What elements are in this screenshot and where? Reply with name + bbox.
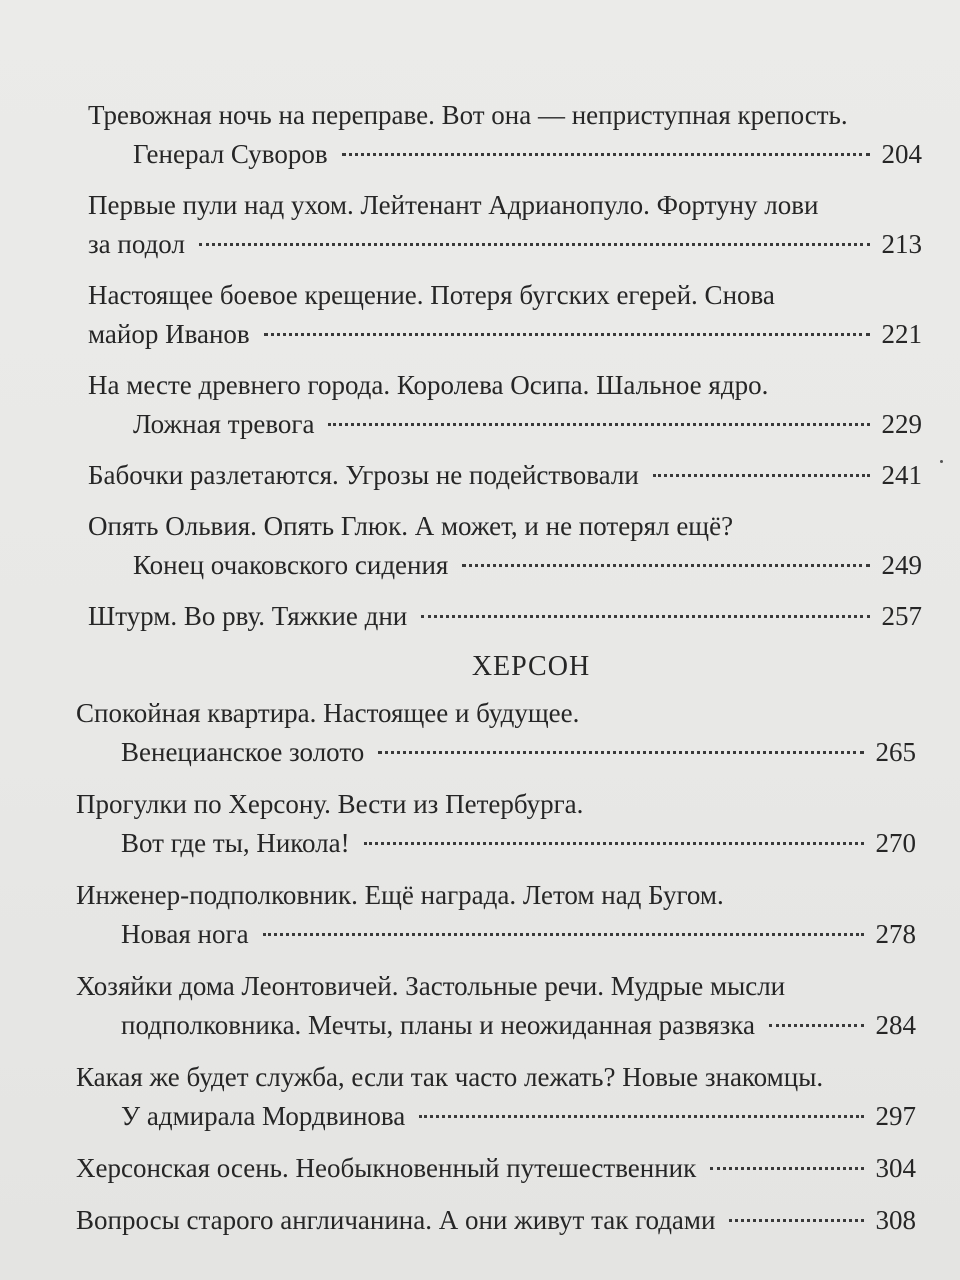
entry-title-line: Какая же будет служба, если так часто лежать? Новые знакомцы. <box>76 1062 824 1092</box>
entry-title-cont <box>76 733 916 772</box>
entry-title-end: за подол <box>88 229 185 259</box>
page-number: 229 <box>881 409 922 439</box>
dot-leader <box>421 615 869 618</box>
toc-entry[interactable] <box>76 1201 916 1240</box>
dot-leader <box>769 1024 864 1027</box>
page-number: 297 <box>875 1101 916 1131</box>
entry-title-cont <box>88 135 922 174</box>
toc-entry[interactable] <box>76 694 916 772</box>
entry-title-line <box>76 1201 916 1240</box>
dot-leader <box>378 751 863 754</box>
page-number: 213 <box>881 229 922 259</box>
toc-entry[interactable] <box>76 785 916 863</box>
entry-title-cont <box>76 1097 916 1136</box>
paper-speck <box>940 460 943 463</box>
entry-title-line: Инженер-подполковник. Ещё награда. Летом над Бугом. <box>76 880 724 910</box>
entry-title-end: Конец очаковского сидения <box>133 550 449 580</box>
toc-entry[interactable] <box>88 96 922 174</box>
entry-title-end: Венецианское золото <box>121 737 365 767</box>
entry-title-line: Тревожная ночь на переправе. Вот она — неприступная крепость. <box>88 100 848 130</box>
dot-leader <box>328 423 869 426</box>
toc-entry[interactable] <box>76 876 916 954</box>
toc-section-kherson <box>76 648 916 1253</box>
entry-title-line <box>88 597 922 636</box>
dot-leader <box>342 153 870 156</box>
entry-title-end: Вот где ты, Никола! <box>121 828 350 858</box>
dot-leader <box>462 564 869 567</box>
toc-entry[interactable] <box>76 1058 916 1136</box>
entry-title-end: Генерал Суворов <box>133 139 328 169</box>
toc-entry[interactable] <box>88 366 922 444</box>
dot-leader <box>263 933 864 936</box>
entry-title-line: Опять Ольвия. Опять Глюк. А может, и не потерял ещё? <box>88 511 734 541</box>
entry-title: Бабочки разлетаются. Угрозы не подействовали <box>88 460 639 490</box>
toc-entry[interactable] <box>88 597 922 636</box>
page-number: 278 <box>875 919 916 949</box>
entry-title-end: У адмирала Мордвинова <box>121 1101 406 1131</box>
entry-title-line: Первые пули над ухом. Лейтенант Адрианопуло. Фортуну лови <box>88 190 819 220</box>
dot-leader <box>419 1115 863 1118</box>
toc-section-previous <box>88 96 922 648</box>
toc-entry[interactable] <box>88 456 922 495</box>
toc-entry[interactable] <box>88 507 922 585</box>
entry-title-end: Новая нога <box>121 919 249 949</box>
entry-title-line: Спокойная квартира. Настоящее и будущее. <box>76 698 580 728</box>
toc-entry[interactable] <box>76 967 916 1045</box>
dot-leader <box>729 1219 863 1222</box>
entry-title-line <box>88 456 922 495</box>
entry-title-end: майор Иванов <box>88 319 250 349</box>
page-number: 308 <box>875 1205 916 1235</box>
dot-leader <box>199 243 870 246</box>
dot-leader <box>710 1167 863 1170</box>
page-number: 241 <box>881 460 922 490</box>
entry-title-end: подполковника. Мечты, планы и неожиданная развязка <box>121 1010 755 1040</box>
dot-leader <box>653 474 870 477</box>
entry-title-line: Хозяйки дома Леонтовичей. Застольные речи. Мудрые мысли <box>76 971 786 1001</box>
entry-title-cont <box>88 315 922 354</box>
dot-leader <box>264 333 870 336</box>
entry-title-cont <box>88 405 922 444</box>
page-number: 249 <box>881 550 922 580</box>
entry-title-end: Ложная тревога <box>133 409 315 439</box>
entry-title-cont <box>76 824 916 863</box>
entry-title-line <box>76 1149 916 1188</box>
entry-title-cont <box>76 1006 916 1045</box>
dot-leader <box>364 842 864 845</box>
section-heading: ХЕРСОН <box>471 651 591 682</box>
page-number: 284 <box>875 1010 916 1040</box>
entry-title-line: На месте древнего города. Королева Осипа. Шальное ядро. <box>88 370 769 400</box>
page-number: 257 <box>881 601 922 631</box>
toc-entry[interactable] <box>88 276 922 354</box>
toc-entry[interactable] <box>88 186 922 264</box>
page-number: 265 <box>875 737 916 767</box>
page-number: 221 <box>881 319 922 349</box>
entry-title-cont <box>88 546 922 585</box>
entry-title: Херсонская осень. Необыкновенный путешественник <box>76 1153 697 1183</box>
entry-title-cont <box>88 225 922 264</box>
page-number: 204 <box>881 139 922 169</box>
toc-entry[interactable] <box>76 1149 916 1188</box>
entry-title-cont <box>76 915 916 954</box>
entry-title: Штурм. Во рву. Тяжкие дни <box>88 601 408 631</box>
entry-title-line: Прогулки по Херсону. Вести из Петербурга. <box>76 789 584 819</box>
entry-title: Вопросы старого англичанина. А они живут так годами <box>76 1205 716 1235</box>
page-number: 304 <box>875 1153 916 1183</box>
entry-title-line: Настоящее боевое крещение. Потеря бугских егерей. Снова <box>88 280 775 310</box>
page-number: 270 <box>875 828 916 858</box>
